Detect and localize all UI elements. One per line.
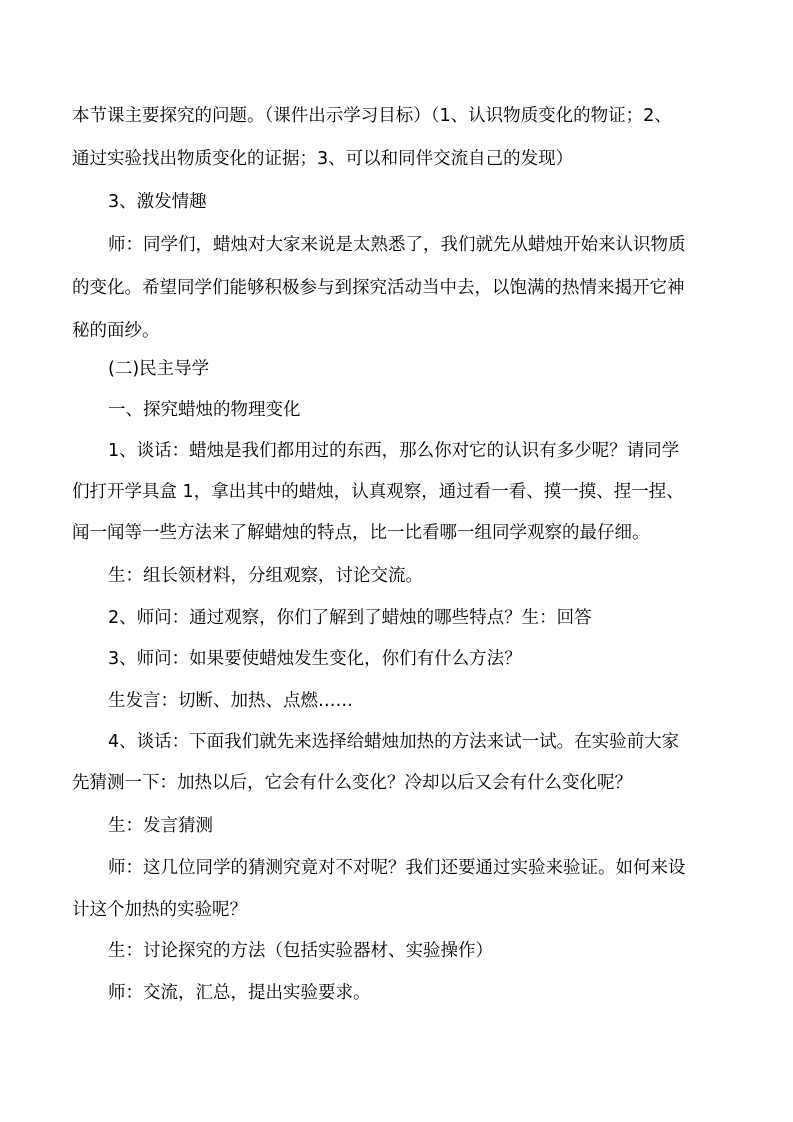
text-line: 闻一闻等一些方法来了解蜡烛的特点，比一比看哪一组同学观察的最仔细。: [72, 523, 650, 543]
text-line: 们打开学具盒 1，拿出其中的蜡烛，认真观察，通过看一看、摸一摸、捏一捏、: [72, 482, 684, 502]
text-line: 的变化。希望同学们能够积极参与到探究活动当中去，以饱满的热情来揭开它神: [72, 278, 685, 298]
text-line: 师：这几位同学的猜测究竟对不对呢？我们还要通过实验来验证。如何来设: [108, 858, 686, 878]
text-line: 3、师问：如果要使蜡烛发生变化，你们有什么方法？: [108, 649, 522, 669]
text-line: 计这个加热的实验呢？: [72, 900, 247, 920]
text-line: 生：组长领材料，分组观察，讨论交流。: [108, 566, 423, 586]
section-heading: 一、探究蜡烛的物理变化: [108, 400, 301, 420]
text-line: 先猜测一下：加热以后，它会有什么变化？冷却以后又会有什么变化呢？: [72, 773, 632, 793]
text-line: 生：发言猜测: [108, 816, 213, 836]
text-line: 秘的面纱。: [72, 321, 160, 341]
text-line: 生发言：切断、加热、点燃……: [108, 691, 353, 711]
text-line: 2、师问：通过观察，你们了解到了蜡烛的哪些特点？生：回答: [108, 608, 592, 628]
text-line: 生：讨论探究的方法（包括实验器材、实验操作）: [108, 941, 493, 961]
text-line: 1、谈话：蜡烛是我们都用过的东西，那么你对它的认识有多少呢？请同学: [108, 441, 680, 461]
section-heading: (二)民主导学: [108, 359, 210, 379]
text-line: 4、谈话：下面我们就先来选择给蜡烛加热的方法来试一试。在实验前大家: [108, 732, 680, 752]
text-line: 师：交流，汇总，提出实验要求。: [108, 983, 371, 1003]
text-line: 通过实验找出物质变化的证据；3、可以和同伴交流自己的发现）: [72, 149, 574, 169]
text-line: 师：同学们，蜡烛对大家来说是太熟悉了，我们就先从蜡烛开始来认识物质: [108, 235, 686, 255]
section-heading: 3、激发情趣: [108, 192, 207, 212]
text-line: 本节课主要探究的问题。（课件出示学习目标）（1、认识物质变化的物证；2、: [72, 106, 672, 126]
